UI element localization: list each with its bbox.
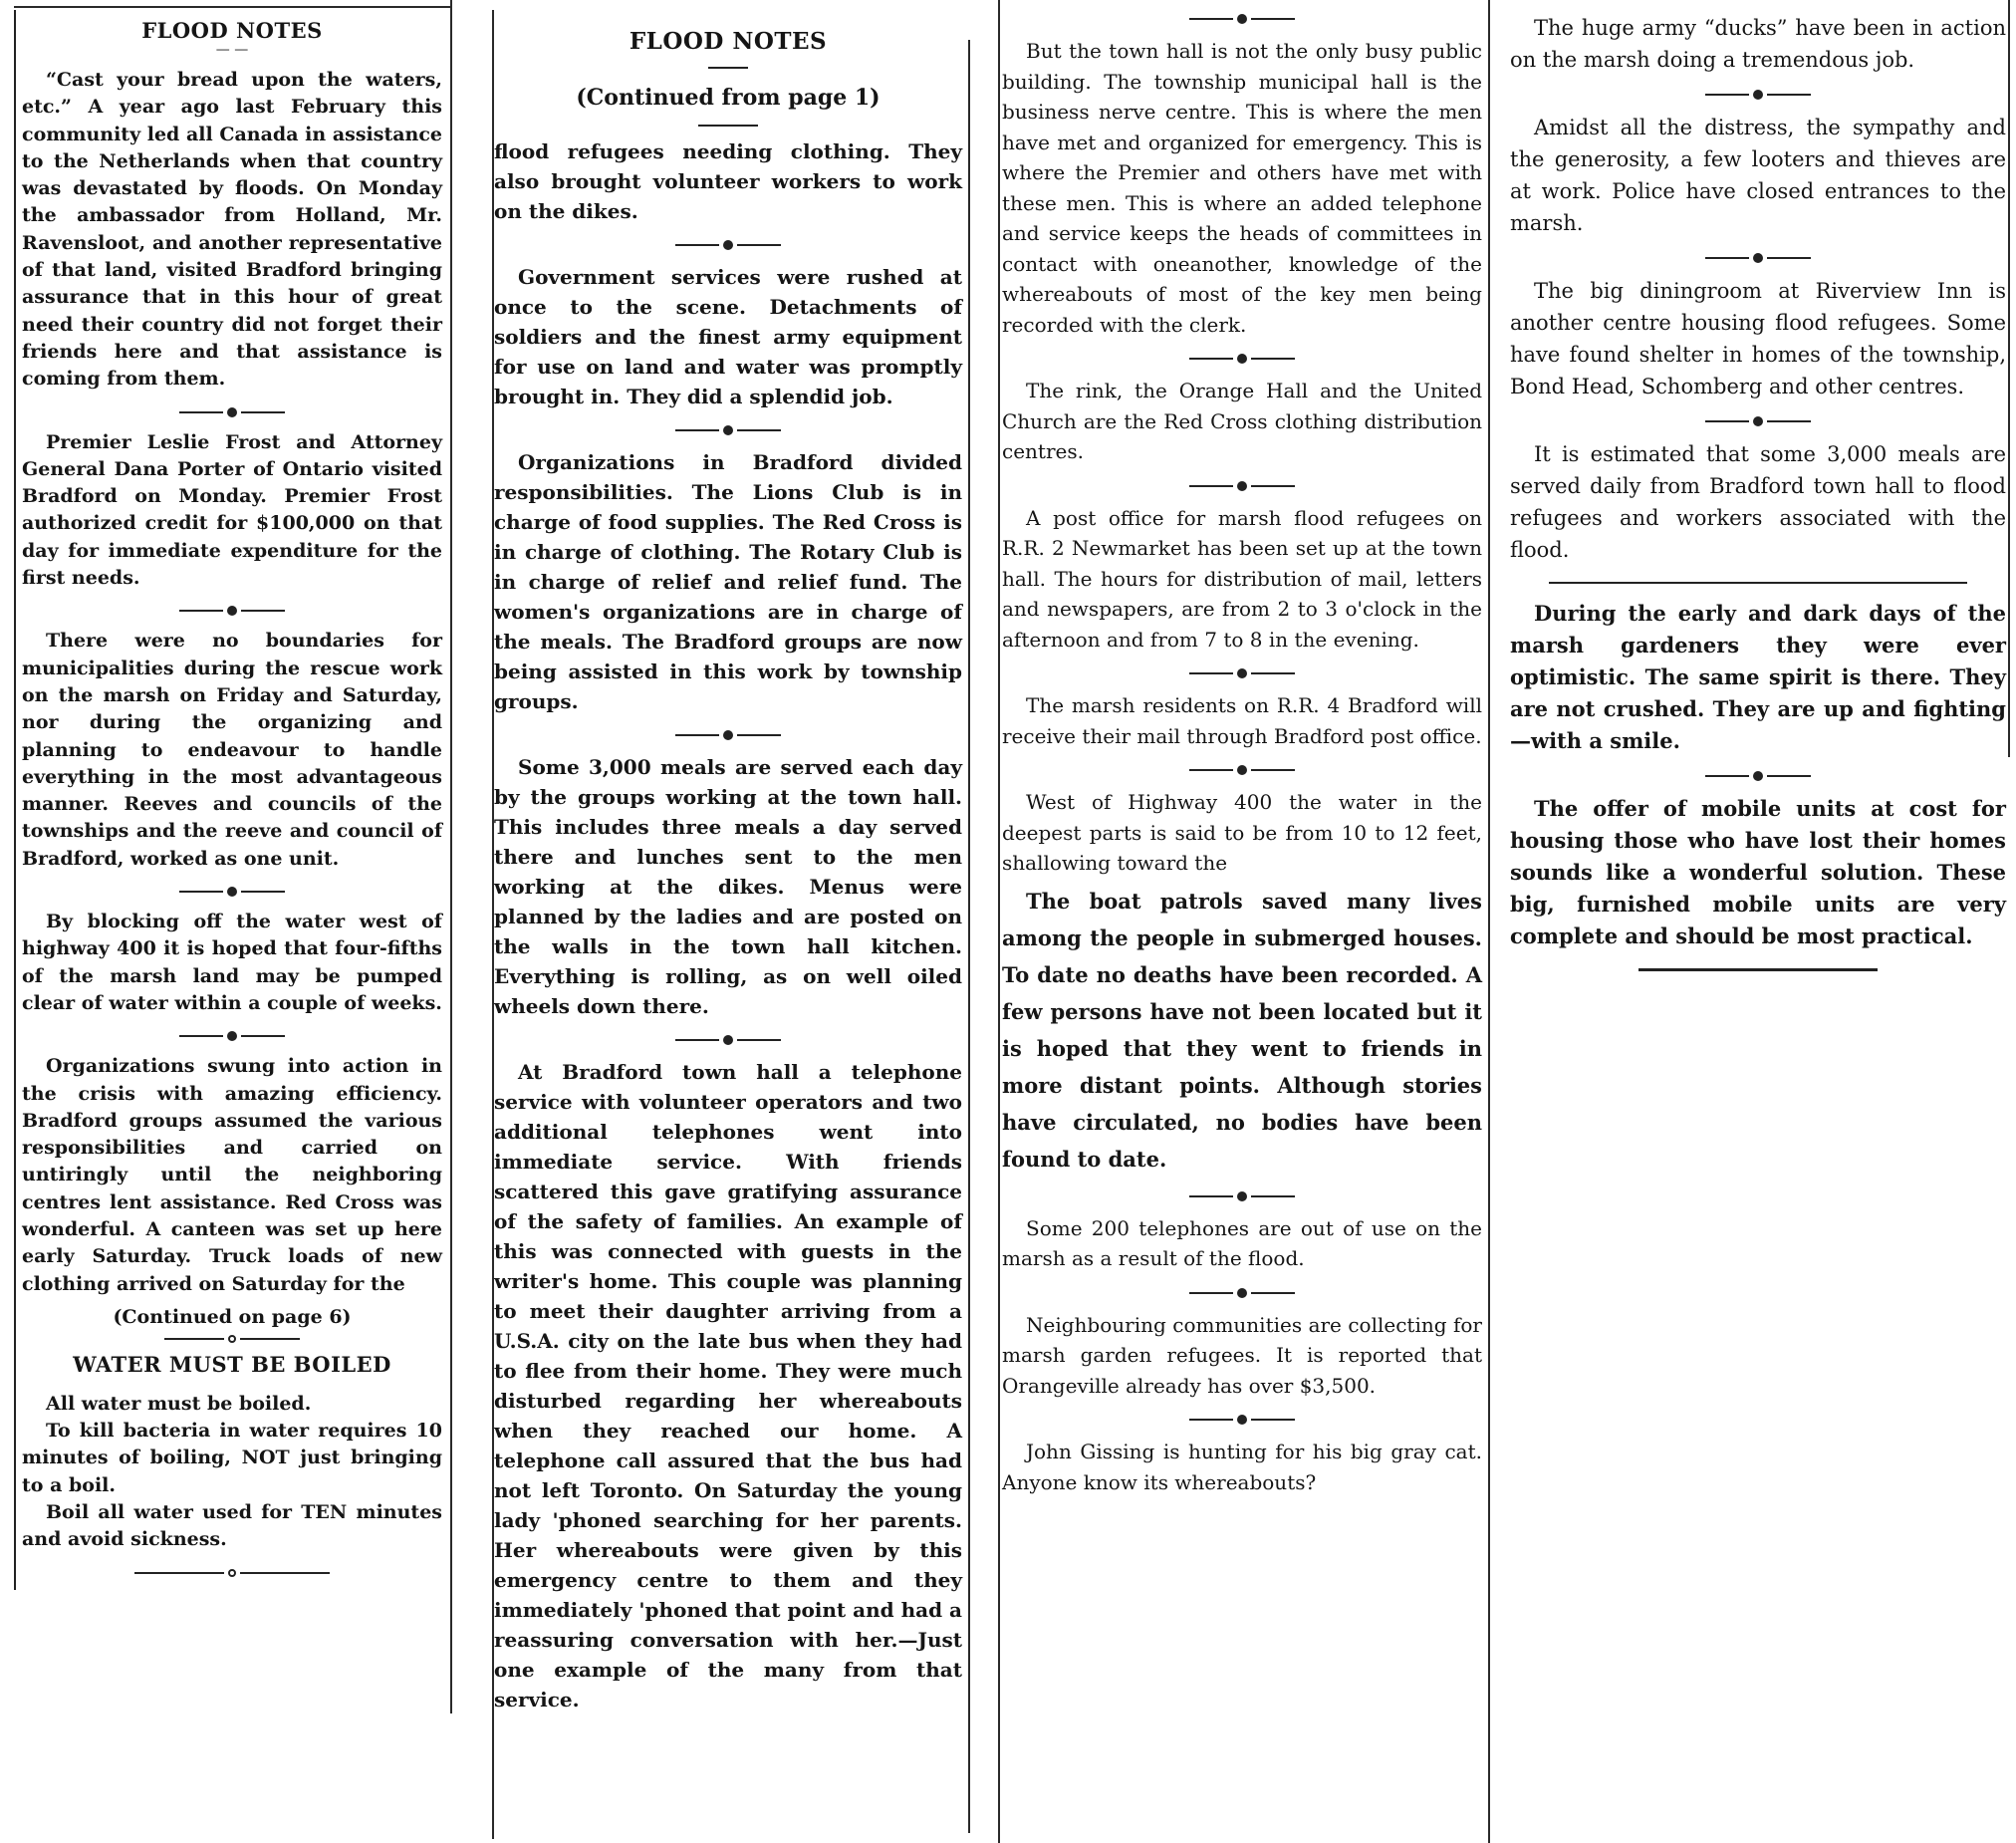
- separator: [1510, 576, 2006, 590]
- separator: [494, 238, 962, 252]
- separator: [1002, 12, 1482, 26]
- article-paragraph: Organizations in Bradford divided responsibilities. The Lions Club is in charge of food supplies. The Red Cross is in charge of clothing. The Rotary Club is in charge of relief and relief fund. The women's organizations are in charge of the meals. The Bradford groups are now being assisted in this work by township groups.: [494, 450, 962, 713]
- heading-dash: — —: [215, 42, 249, 58]
- column-2: [494, 20, 962, 1714]
- separator: [1002, 666, 1482, 680]
- article-paragraph: A post office for marsh flood refugees on R.R. 2 Newmarket has been set up at the town hall. The hours for distribution of mail, letters and newspapers, are from 2 to 3 o'clock in the afternoon and from 7 to 8 in the evening.: [1002, 505, 1482, 652]
- flood-notes-heading: FLOOD NOTES: [141, 18, 323, 43]
- article-paragraph: But the town hall is not the only busy public building. The township municipal hall is the business nerve centre. This is where the men have met and organized for emergency. This is where the Premier and others have met with these men. This is where an added telephone and service keeps the heads of committees in contact with oneanother, knowledge of the whereabouts of most of the key men being recorded with the clerk.: [1002, 39, 1482, 337]
- separator: [494, 61, 962, 75]
- separator: [1510, 251, 2006, 265]
- water-heading: WATER MUST BE BOILED: [73, 1351, 391, 1377]
- article-paragraph: The marsh residents on R.R. 4 Bradford will receive their mail through Bradford post office.: [1002, 693, 1482, 748]
- separator: [1510, 88, 2006, 102]
- article-paragraph: Government services were rushed at once to the scene. Detachments of soldiers and the finest army equipment for use on land and water was promptly brought in. They did a splendid job.: [494, 265, 962, 408]
- separator: [22, 1566, 442, 1580]
- continued-from-line: (Continued from page 1): [576, 85, 881, 111]
- separator: [22, 1332, 442, 1346]
- article-paragraph: Premier Leslie Frost and Attorney General Dana Porter of Ontario visited Bradford on Monday. Premier Frost authorized credit for $100,000 on that day for immediate expenditure for the first needs.: [22, 430, 442, 590]
- separator: [22, 885, 442, 899]
- water-paragraph: Boil all water used for TEN minutes and avoid sickness.: [22, 1501, 442, 1551]
- column-rule: [998, 0, 1000, 1843]
- article-paragraph: By blocking off the water west of highway 400 it is hoped that four-fifths of the marsh land may be pumped clear of water within a couple of weeks.: [22, 911, 442, 1014]
- article-paragraph: At Bradford town hall a telephone service with volunteer operators and two additional telephones went into immediate service. With friends scattered this gave gratifying assurance of the safety of families. An example of this was connected with guests in the writer's home. This couple was planning to meet their daughter arriving from a U.S.A. city on the late bus when they had to flee from their home. They were much disturbed regarding her whereabouts when they reached our home. A telephone call assured that the bus had not left Toronto. On Saturday the young lady 'phoned searching for her parents. Her whereabouts were given by this emergency centre to them and they immediately 'phoned that point and had a reassuring conversation with her.—Just one example of the many from that service.: [494, 1060, 962, 1711]
- article-paragraph: There were no boundaries for municipalities during the rescue work on the marsh on Friday and Saturday, nor during the organizing and planning to endeavour to handle everything in the most advantageous manner. Reeves and councils of the townships and the reeve and council of Bradford, worked as one unit.: [22, 630, 442, 870]
- column-rule: [2008, 0, 2010, 757]
- separator: [1002, 352, 1482, 366]
- boat-patrols-paragraph: The boat patrols saved many lives among the people in submerged houses. To date no deaths have been recorded. A few persons have not been located but it is hoped that they went to friends in more distant points. Although stories have circulated, no bodies have been found to date.: [1002, 888, 1482, 1172]
- separator: [1002, 479, 1482, 493]
- column-3: [1002, 6, 1482, 1497]
- separator: [1510, 769, 2006, 783]
- flood-notes-heading: FLOOD NOTES: [629, 28, 828, 55]
- article-paragraph: The offer of mobile units at cost for housing those who have lost their homes sounds like a wonderful solution. These big, furnished mobile units are very complete and should be most practical.: [1510, 796, 2006, 948]
- column-rule: [968, 40, 970, 1833]
- article-paragraph: flood refugees needing clothing. They also brought volunteer workers to work on the dikes.: [494, 139, 962, 223]
- water-paragraph: All water must be boiled.: [46, 1392, 312, 1415]
- article-paragraph: West of Highway 400 the water in the deepest parts is said to be from 10 to 12 feet, shallowing toward the: [1002, 790, 1482, 875]
- continued-on-line: (Continued on page 6): [113, 1305, 352, 1328]
- separator: [1510, 414, 2006, 428]
- separator: [22, 604, 442, 618]
- article-paragraph: The big diningroom at Riverview Inn is another centre housing flood refugees. Some have found shelter in homes of the township, Bond Head, Schomberg and other centres.: [1510, 279, 2006, 398]
- article-paragraph: The huge army “ducks” have been in action on the marsh doing a tremendous job.: [1510, 16, 2006, 72]
- top-rule: [14, 6, 452, 8]
- article-paragraph: Some 3,000 meals are served each day by the groups working at the town hall. This includes three meals a day served there and lunches sent to the men working at the dikes. Menus were planned by the ladies and are posted on the walls in the town hall kitchen. Everything is rolling, as on well oiled wheels down there.: [494, 755, 962, 1018]
- article-paragraph: Organizations swung into action in the crisis with amazing efficiency. Bradford groups assumed the various responsibilities and carried on untiringly until the neighboring centres lent assistance. Red Cross was wonderful. A canteen was set up here early Saturday. Truck loads of new clothing arrived on Saturday for the: [22, 1055, 442, 1295]
- separator: [1002, 763, 1482, 777]
- article-paragraph: Amidst all the distress, the sympathy and the generosity, a few looters and thieves are at work. Police have closed entrances to the marsh.: [1510, 116, 2006, 235]
- article-paragraph: During the early and dark days of the marsh gardeners they were ever optimistic. The same spirit is there. They are not crushed. They are up and fighting—with a smile.: [1510, 601, 2006, 753]
- separator: [1002, 1413, 1482, 1427]
- column-rule: [450, 0, 452, 1713]
- article-paragraph: Some 200 telephones are out of use on the marsh as a result of the flood.: [1002, 1215, 1482, 1270]
- article-paragraph: “Cast your bread upon the waters, etc.” A year ago last February this community led all Canada in assistance to the Netherlands when that country was devastated by floods. On Monday the ambassador from Holland, Mr. Ravensloot, and another representative of that land, visited Bradford bringing assurance that in this hour of great need their country did not forget their friends here and that assistance is coming from them.: [22, 69, 442, 391]
- end-rule: [1638, 968, 1878, 971]
- separator: [22, 405, 442, 419]
- water-paragraph: To kill bacteria in water requires 10 minutes of boiling, NOT just bringing to a boil.: [22, 1420, 442, 1496]
- column-4: [1510, 12, 2006, 971]
- article-paragraph: The rink, the Orange Hall and the United Church are the Red Cross clothing distribution centres.: [1002, 379, 1482, 463]
- article-paragraph: It is estimated that some 3,000 meals are served daily from Bradford town hall to flood refugees and workers associated with the flood.: [1510, 442, 2006, 562]
- separator: [494, 1033, 962, 1047]
- separator: [494, 728, 962, 742]
- article-paragraph: John Gissing is hunting for his big gray cat. Anyone know its whereabouts?: [1002, 1440, 1482, 1494]
- column-rule: [1488, 0, 1490, 1843]
- separator: [22, 1029, 442, 1043]
- separator: [1002, 1286, 1482, 1300]
- separator: [494, 119, 962, 132]
- separator: [494, 423, 962, 437]
- column-1: [14, 10, 442, 1590]
- separator: [1002, 1189, 1482, 1203]
- article-paragraph: Neighbouring communities are collecting for marsh garden refugees. It is reported that Orangeville already has over $3,500.: [1002, 1312, 1482, 1398]
